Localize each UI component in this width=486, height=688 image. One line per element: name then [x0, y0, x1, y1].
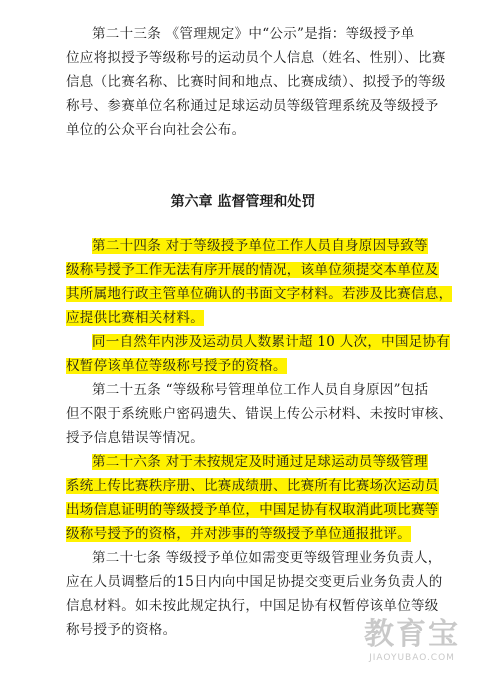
- article-24-line-4: 应提供比赛相关材料。: [66, 310, 204, 326]
- watermark-url: JIAOYUBAO.COM: [369, 653, 455, 663]
- watermark-logo: 教育宝: [364, 617, 460, 652]
- article-23-line-2: 位应将拟授予等级称号的运动员个人信息（姓名、性别）、比赛: [66, 50, 446, 66]
- article-26-line-2: 系统上传比赛秩序册、比赛成绩册、比赛所有比赛场次运动员: [66, 478, 439, 494]
- chapter-title: 第六章 监督管理和处罚: [170, 194, 316, 210]
- article-23-line-1: 第二十三条 《管理规定》中“公示”是指：等级授予单: [92, 26, 415, 42]
- article-25-line-3: 授予信息错误等情况。: [66, 430, 204, 446]
- article-24-cont-line-2: 权暂停该单位等级称号授予的资格。: [66, 358, 287, 374]
- article-25-line-2: 但不限于系统账户密码遗失、错误上传公示材料、未按时审核、: [66, 406, 453, 422]
- article-24-line-2: 级称号授予工作无法有序开展的情况，该单位须提交本单位及: [66, 262, 439, 278]
- article-23-line-5: 单位的公众平台向社会公布。: [66, 122, 246, 138]
- article-26-line-1: 第二十六条 对于未按规定及时通过足球运动员等级管理: [92, 454, 428, 470]
- article-27-line-4: 称号授予的资格。: [66, 622, 177, 638]
- article-23-line-4: 称号、参赛单位名称通过足球运动员等级管理系统及等级授予: [66, 98, 439, 114]
- article-27-line-1: 第二十七条 等级授予单位如需变更等级管理业务负责人，: [92, 550, 442, 566]
- article-27-line-2: 应在人员调整后的15日内向中国足协提交变更后业务负责人的: [66, 574, 443, 590]
- article-25: [66, 378, 453, 450]
- article-26-line-3: 出场信息证明的等级授予单位，中国足协有权取消此项比赛等: [66, 502, 439, 518]
- article-24-line-3: 其所属地行政主管单位确认的书面文字材料。若涉及比赛信息，: [66, 286, 453, 302]
- article-24-line-1: 第二十四条 对于等级授予单位工作人员自身原因导致等: [92, 238, 428, 254]
- article-25-line-1: 第二十五条 “等级称号管理单位工作人员自身原因”包括: [92, 382, 429, 398]
- article-26: [66, 450, 444, 546]
- article-23: [66, 22, 444, 142]
- article-26-line-4: 级称号授予的资格，并对涉事的等级授予单位通报批评。: [66, 526, 411, 542]
- watermark: [352, 618, 472, 664]
- article-24: [66, 234, 453, 378]
- article-24-cont-line-1: 同一自然年内涉及运动员人数累计超 10 人次，中国足协有: [92, 334, 451, 350]
- article-23-line-3: 信息（比赛名称、比赛时间和地点、比赛成绩）、拟授予的等级: [66, 74, 446, 90]
- article-27-line-3: 信息材料。如未按此规定执行，中国足协有权暂停该单位等级: [66, 598, 439, 614]
